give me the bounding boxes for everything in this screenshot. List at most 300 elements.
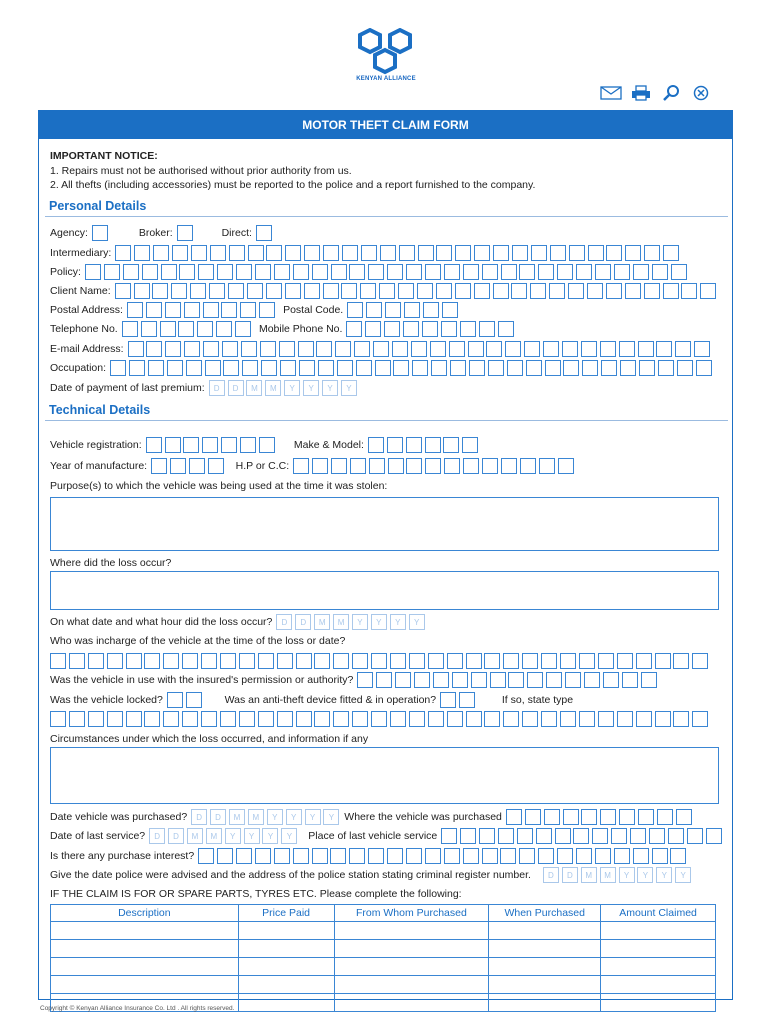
char-box[interactable] (160, 321, 176, 337)
char-box[interactable] (576, 848, 592, 864)
char-box[interactable] (356, 360, 372, 376)
char-box[interactable] (471, 672, 487, 688)
char-box[interactable] (361, 245, 377, 261)
date-box[interactable]: D (210, 809, 226, 825)
char-box[interactable] (241, 341, 257, 357)
char-box[interactable] (449, 341, 465, 357)
char-box[interactable] (544, 809, 560, 825)
char-box[interactable] (221, 437, 237, 453)
char-box[interactable] (240, 302, 256, 318)
date-box[interactable]: Y (656, 867, 672, 883)
char-box[interactable] (390, 653, 406, 669)
char-box[interactable] (447, 711, 463, 727)
char-box[interactable] (406, 458, 422, 474)
char-box[interactable] (115, 283, 131, 299)
char-box[interactable] (153, 245, 169, 261)
locked-input[interactable] (167, 692, 205, 708)
char-box[interactable] (314, 653, 330, 669)
search-icon[interactable] (660, 84, 682, 102)
char-box[interactable] (152, 283, 168, 299)
char-box[interactable] (579, 653, 595, 669)
char-box[interactable] (525, 809, 541, 825)
char-box[interactable] (235, 321, 251, 337)
char-box[interactable] (146, 341, 162, 357)
char-box[interactable] (550, 245, 566, 261)
char-box[interactable] (229, 245, 245, 261)
char-box[interactable] (484, 653, 500, 669)
date-box[interactable]: M (248, 809, 264, 825)
direct-checkbox[interactable] (256, 225, 272, 241)
char-box[interactable] (236, 264, 252, 280)
char-box[interactable] (285, 245, 301, 261)
char-box[interactable] (349, 848, 365, 864)
date-box[interactable]: M (314, 614, 330, 630)
char-box[interactable] (545, 360, 561, 376)
char-box[interactable] (406, 848, 422, 864)
char-box[interactable] (261, 360, 277, 376)
char-box[interactable] (312, 264, 328, 280)
char-box[interactable] (601, 360, 617, 376)
char-box[interactable] (536, 828, 552, 844)
postal-address-input[interactable] (127, 302, 278, 318)
char-box[interactable] (183, 437, 199, 453)
char-box[interactable] (433, 672, 449, 688)
char-box[interactable] (299, 360, 315, 376)
date-box[interactable]: D (562, 867, 578, 883)
char-box[interactable] (658, 360, 674, 376)
date-purchased-input[interactable] (191, 809, 342, 825)
char-box[interactable] (365, 321, 381, 337)
char-box[interactable] (277, 653, 293, 669)
char-box[interactable] (411, 341, 427, 357)
char-box[interactable] (172, 245, 188, 261)
postal-code-input[interactable] (347, 302, 460, 318)
char-box[interactable] (466, 711, 482, 727)
char-box[interactable] (430, 341, 446, 357)
make-model-input[interactable] (368, 437, 481, 453)
char-box[interactable] (203, 341, 219, 357)
char-box[interactable] (142, 264, 158, 280)
char-box[interactable] (649, 828, 665, 844)
table-cell[interactable] (51, 940, 239, 958)
char-box[interactable] (617, 711, 633, 727)
char-box[interactable] (333, 711, 349, 727)
char-box[interactable] (436, 283, 452, 299)
char-box[interactable] (675, 341, 691, 357)
char-box[interactable] (441, 321, 457, 337)
char-box[interactable] (337, 360, 353, 376)
char-box[interactable] (633, 848, 649, 864)
char-box[interactable] (539, 458, 555, 474)
table-cell[interactable] (238, 976, 334, 994)
char-box[interactable] (347, 302, 363, 318)
char-box[interactable] (498, 828, 514, 844)
date-box[interactable]: M (206, 828, 222, 844)
char-box[interactable] (663, 245, 679, 261)
char-box[interactable] (519, 848, 535, 864)
date-box[interactable]: Y (286, 809, 302, 825)
char-box[interactable] (619, 809, 635, 825)
char-box[interactable] (619, 341, 635, 357)
char-box[interactable] (417, 283, 433, 299)
char-box[interactable] (186, 692, 202, 708)
date-box[interactable]: D (149, 828, 165, 844)
date-box[interactable]: D (209, 380, 225, 396)
char-box[interactable] (110, 360, 126, 376)
char-box[interactable] (236, 848, 252, 864)
char-box[interactable] (392, 341, 408, 357)
char-box[interactable] (69, 653, 85, 669)
date-box[interactable]: Y (225, 828, 241, 844)
char-box[interactable] (368, 848, 384, 864)
char-box[interactable] (460, 321, 476, 337)
when-loss-date-input[interactable] (276, 614, 427, 630)
char-box[interactable] (512, 245, 528, 261)
char-box[interactable] (606, 283, 622, 299)
char-box[interactable] (425, 264, 441, 280)
char-box[interactable] (316, 341, 332, 357)
char-box[interactable] (167, 360, 183, 376)
char-box[interactable] (406, 264, 422, 280)
char-box[interactable] (526, 360, 542, 376)
char-box[interactable] (369, 458, 385, 474)
char-box[interactable] (431, 360, 447, 376)
char-box[interactable] (385, 302, 401, 318)
char-box[interactable] (600, 341, 616, 357)
char-box[interactable] (444, 458, 460, 474)
char-box[interactable] (490, 672, 506, 688)
char-box[interactable] (198, 264, 214, 280)
char-box[interactable] (558, 458, 574, 474)
table-cell[interactable] (489, 940, 601, 958)
char-box[interactable] (625, 245, 641, 261)
char-box[interactable] (560, 653, 576, 669)
char-box[interactable] (293, 264, 309, 280)
char-box[interactable] (217, 264, 233, 280)
date-box[interactable]: Y (409, 614, 425, 630)
char-box[interactable] (657, 809, 673, 825)
char-box[interactable] (569, 245, 585, 261)
char-box[interactable] (222, 341, 238, 357)
char-box[interactable] (694, 341, 710, 357)
char-box[interactable] (342, 245, 358, 261)
char-box[interactable] (638, 341, 654, 357)
char-box[interactable] (179, 264, 195, 280)
char-box[interactable] (673, 653, 689, 669)
char-box[interactable] (442, 302, 458, 318)
char-box[interactable] (210, 245, 226, 261)
char-box[interactable] (425, 458, 441, 474)
char-box[interactable] (190, 283, 206, 299)
char-box[interactable] (622, 672, 638, 688)
char-box[interactable] (676, 809, 692, 825)
table-cell[interactable] (238, 922, 334, 940)
char-box[interactable] (368, 264, 384, 280)
char-box[interactable] (258, 653, 274, 669)
char-box[interactable] (409, 653, 425, 669)
char-box[interactable] (197, 321, 213, 337)
char-box[interactable] (443, 437, 459, 453)
char-box[interactable] (191, 245, 207, 261)
char-box[interactable] (493, 245, 509, 261)
char-box[interactable] (584, 672, 600, 688)
char-box[interactable] (182, 653, 198, 669)
char-box[interactable] (255, 848, 271, 864)
char-box[interactable] (371, 711, 387, 727)
char-box[interactable] (123, 264, 139, 280)
date-box[interactable]: M (600, 867, 616, 883)
char-box[interactable] (298, 341, 314, 357)
date-box[interactable]: Y (323, 809, 339, 825)
envelope-icon[interactable] (600, 84, 622, 102)
place-service-input[interactable] (441, 828, 724, 844)
char-box[interactable] (208, 458, 224, 474)
char-box[interactable] (126, 711, 142, 727)
table-cell[interactable] (601, 922, 716, 940)
char-box[interactable] (274, 848, 290, 864)
char-box[interactable] (598, 711, 614, 727)
char-box[interactable] (69, 711, 85, 727)
purchase-interest-input[interactable] (198, 848, 689, 864)
char-box[interactable] (455, 245, 471, 261)
char-box[interactable] (312, 848, 328, 864)
char-box[interactable] (592, 828, 608, 844)
char-box[interactable] (517, 828, 533, 844)
char-box[interactable] (638, 809, 654, 825)
char-box[interactable] (88, 711, 104, 727)
char-box[interactable] (379, 283, 395, 299)
char-box[interactable] (474, 245, 490, 261)
char-box[interactable] (380, 245, 396, 261)
date-box[interactable]: Y (619, 867, 635, 883)
char-box[interactable] (636, 653, 652, 669)
char-box[interactable] (595, 264, 611, 280)
char-box[interactable] (600, 809, 616, 825)
char-box[interactable] (520, 458, 536, 474)
char-box[interactable] (375, 360, 391, 376)
char-box[interactable] (274, 264, 290, 280)
table-cell[interactable] (238, 958, 334, 976)
char-box[interactable] (538, 848, 554, 864)
char-box[interactable] (144, 653, 160, 669)
char-box[interactable] (677, 360, 693, 376)
char-box[interactable] (323, 245, 339, 261)
char-box[interactable] (163, 711, 179, 727)
char-box[interactable] (501, 264, 517, 280)
char-box[interactable] (395, 672, 411, 688)
char-box[interactable] (673, 711, 689, 727)
char-box[interactable] (587, 283, 603, 299)
char-box[interactable] (527, 672, 543, 688)
table-cell[interactable] (489, 922, 601, 940)
char-box[interactable] (468, 341, 484, 357)
vehicle-reg-input[interactable] (146, 437, 278, 453)
char-box[interactable] (333, 653, 349, 669)
char-box[interactable] (488, 360, 504, 376)
char-box[interactable] (387, 848, 403, 864)
where-loss-textarea[interactable] (50, 571, 719, 610)
char-box[interactable] (459, 692, 475, 708)
char-box[interactable] (293, 848, 309, 864)
date-box[interactable]: D (168, 828, 184, 844)
char-box[interactable] (189, 458, 205, 474)
email-input[interactable] (128, 341, 714, 357)
char-box[interactable] (652, 848, 668, 864)
date-box[interactable]: M (581, 867, 597, 883)
char-box[interactable] (595, 848, 611, 864)
char-box[interactable] (148, 360, 164, 376)
char-box[interactable] (625, 283, 641, 299)
char-box[interactable] (482, 458, 498, 474)
char-box[interactable] (441, 828, 457, 844)
char-box[interactable] (318, 360, 334, 376)
intermediary-input[interactable] (115, 245, 682, 261)
where-purchased-input[interactable] (506, 809, 695, 825)
char-box[interactable] (167, 692, 183, 708)
char-box[interactable] (644, 283, 660, 299)
char-box[interactable] (260, 341, 276, 357)
char-box[interactable] (404, 302, 420, 318)
char-box[interactable] (409, 711, 425, 727)
char-box[interactable] (228, 283, 244, 299)
close-icon[interactable] (690, 84, 712, 102)
char-box[interactable] (463, 848, 479, 864)
char-box[interactable] (258, 711, 274, 727)
char-box[interactable] (452, 672, 468, 688)
char-box[interactable] (668, 828, 684, 844)
char-box[interactable] (399, 245, 415, 261)
char-box[interactable] (636, 711, 652, 727)
char-box[interactable] (330, 848, 346, 864)
char-box[interactable] (692, 711, 708, 727)
char-box[interactable] (503, 653, 519, 669)
purpose-textarea[interactable] (50, 497, 719, 551)
char-box[interactable] (202, 437, 218, 453)
date-box[interactable]: D (191, 809, 207, 825)
char-box[interactable] (479, 321, 495, 337)
char-box[interactable] (531, 245, 547, 261)
char-box[interactable] (563, 809, 579, 825)
char-box[interactable] (444, 848, 460, 864)
char-box[interactable] (107, 711, 123, 727)
date-box[interactable]: Y (371, 614, 387, 630)
table-cell[interactable] (334, 994, 489, 1012)
char-box[interactable] (248, 245, 264, 261)
char-box[interactable] (440, 692, 456, 708)
char-box[interactable] (463, 264, 479, 280)
char-box[interactable] (314, 711, 330, 727)
char-box[interactable] (220, 711, 236, 727)
char-box[interactable] (293, 458, 309, 474)
date-box[interactable]: Y (637, 867, 653, 883)
char-box[interactable] (692, 653, 708, 669)
char-box[interactable] (165, 341, 181, 357)
date-box[interactable]: Y (244, 828, 260, 844)
char-box[interactable] (644, 245, 660, 261)
char-box[interactable] (522, 711, 538, 727)
char-box[interactable] (541, 711, 557, 727)
char-box[interactable] (576, 264, 592, 280)
date-box[interactable]: D (295, 614, 311, 630)
date-box[interactable]: Y (352, 614, 368, 630)
char-box[interactable] (568, 283, 584, 299)
char-box[interactable] (182, 711, 198, 727)
char-box[interactable] (450, 360, 466, 376)
date-box[interactable]: M (246, 380, 262, 396)
char-box[interactable] (296, 711, 312, 727)
char-box[interactable] (129, 360, 145, 376)
char-box[interactable] (541, 653, 557, 669)
char-box[interactable] (466, 653, 482, 669)
char-box[interactable] (469, 360, 485, 376)
char-box[interactable] (331, 458, 347, 474)
char-box[interactable] (557, 848, 573, 864)
date-box[interactable]: Y (675, 867, 691, 883)
char-box[interactable] (127, 302, 143, 318)
char-box[interactable] (259, 302, 275, 318)
char-box[interactable] (352, 711, 368, 727)
char-box[interactable] (388, 458, 404, 474)
char-box[interactable] (418, 245, 434, 261)
char-box[interactable] (134, 245, 150, 261)
char-box[interactable] (146, 437, 162, 453)
char-box[interactable] (216, 321, 232, 337)
char-box[interactable] (403, 321, 419, 337)
date-box[interactable]: Y (322, 380, 338, 396)
char-box[interactable] (428, 711, 444, 727)
char-box[interactable] (511, 283, 527, 299)
char-box[interactable] (357, 672, 373, 688)
char-box[interactable] (505, 341, 521, 357)
char-box[interactable] (565, 672, 581, 688)
date-box[interactable]: M (229, 809, 245, 825)
char-box[interactable] (484, 711, 500, 727)
char-box[interactable] (706, 828, 722, 844)
char-box[interactable] (486, 341, 502, 357)
char-box[interactable] (165, 302, 181, 318)
table-cell[interactable] (334, 958, 489, 976)
char-box[interactable] (614, 848, 630, 864)
char-box[interactable] (387, 437, 403, 453)
char-box[interactable] (240, 437, 256, 453)
char-box[interactable] (579, 711, 595, 727)
char-box[interactable] (482, 264, 498, 280)
anti-theft-input[interactable] (440, 692, 478, 708)
char-box[interactable] (266, 283, 282, 299)
table-cell[interactable] (334, 922, 489, 940)
table-cell[interactable] (601, 940, 716, 958)
char-box[interactable] (387, 264, 403, 280)
char-box[interactable] (144, 711, 160, 727)
char-box[interactable] (611, 828, 627, 844)
date-box[interactable]: Y (305, 809, 321, 825)
char-box[interactable] (530, 283, 546, 299)
char-box[interactable] (304, 245, 320, 261)
table-cell[interactable] (601, 958, 716, 976)
char-box[interactable] (341, 283, 357, 299)
char-box[interactable] (422, 321, 438, 337)
char-box[interactable] (598, 653, 614, 669)
char-box[interactable] (500, 848, 516, 864)
char-box[interactable] (507, 360, 523, 376)
char-box[interactable] (617, 653, 633, 669)
permission-input[interactable] (357, 672, 659, 688)
table-cell[interactable] (334, 976, 489, 994)
char-box[interactable] (606, 245, 622, 261)
char-box[interactable] (581, 809, 597, 825)
char-box[interactable] (425, 437, 441, 453)
char-box[interactable] (349, 264, 365, 280)
